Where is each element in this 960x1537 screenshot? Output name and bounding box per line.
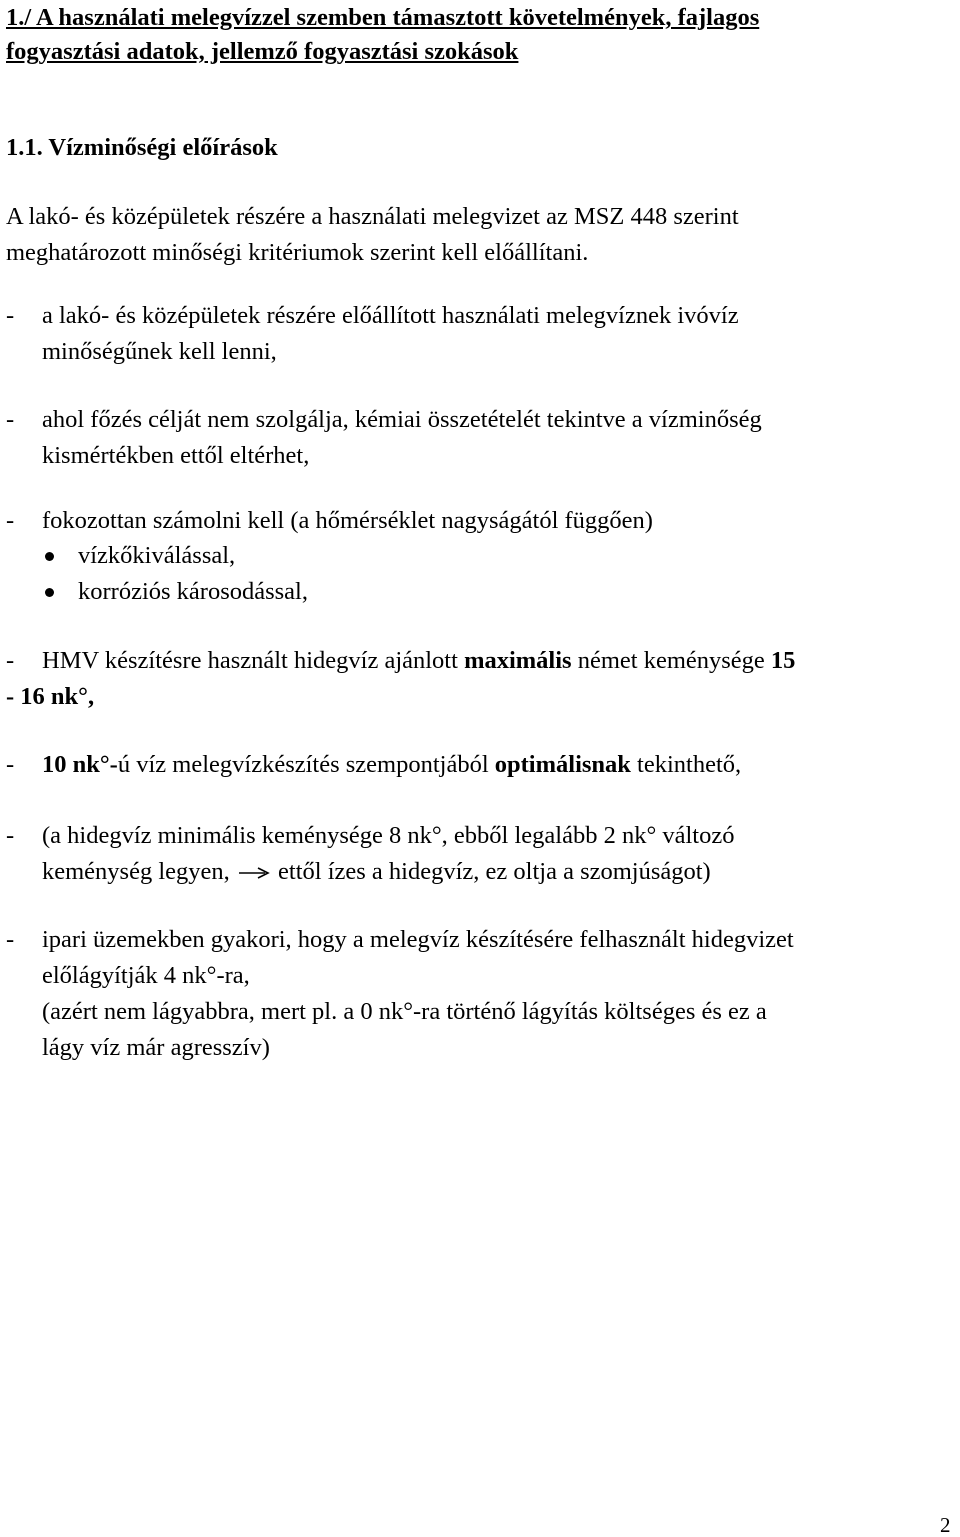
text-run: keménység legyen,: [42, 858, 236, 885]
item-line: ahol főzés célját nem szolgálja, kémiai összetételét tekintve a vízminőség: [42, 406, 762, 433]
intro-line-1: A lakó- és középületek részére a használati melegvizet az MSZ 448 szerint: [6, 203, 739, 230]
right-arrow-icon: [238, 867, 270, 879]
page-number: 2: [940, 1513, 951, 1537]
item-line: (a hidegvíz minimális keménysége 8 nk°, ebből legalább 2 nk° változó: [42, 822, 735, 849]
list-item-min-hardness: [6, 818, 956, 890]
item-line: előlágyítják 4 nk°-ra,: [42, 962, 250, 989]
document-title: [6, 1, 956, 69]
dash-marker: -: [6, 751, 15, 778]
item-line: a lakó- és középületek részére előállított használati melegvíznek ivóvíz: [42, 302, 739, 329]
dash-marker: -: [6, 507, 15, 534]
dash-marker: -: [6, 822, 15, 849]
emphasis-optimalisnak: optimálisnak: [494, 751, 631, 778]
item-line: fokozottan számolni kell (a hőmérséklet nagyságától függően): [42, 507, 653, 534]
intro-line-2: meghatározott minőségi kritériumok szerint kell előállítani.: [6, 239, 589, 266]
item-line: minőségűnek kell lenni,: [42, 338, 277, 365]
section-heading: 1.1. Vízminőségi előírások: [6, 134, 278, 161]
item-line: lágy víz már agresszív): [42, 1034, 270, 1061]
bullet-item-corrosion: [42, 574, 308, 610]
item-line: [42, 643, 956, 679]
bullet-text: korróziós károsodással,: [78, 578, 308, 605]
item-line: [42, 854, 956, 890]
item-line: kismértékben ettől eltérhet,: [42, 442, 310, 469]
dash-marker: -: [6, 406, 15, 433]
title-line-1: 1./ A használati melegvízzel szemben támasztott követelmények, fajlagos: [6, 4, 760, 31]
list-item-industrial-softening: [6, 922, 956, 1066]
section-intro: [6, 199, 936, 271]
dash-marker: -: [6, 302, 15, 329]
dash-marker: -: [6, 647, 15, 674]
text-run: HMV készítésre használt hidegvíz ajánlott: [42, 647, 465, 674]
list-item-chemical-deviation: [6, 402, 956, 474]
list-item-optimal-hardness: [6, 747, 956, 783]
title-line-2: fogyasztási adatok, jellemző fogyasztási szokások: [6, 38, 519, 65]
text-run: ettől ízes a hidegvíz, ez oltja a szomjúságot): [271, 858, 711, 885]
bullet-icon: [45, 552, 54, 561]
item-line: [42, 747, 956, 783]
item-line-bold: - 16 nk°,: [6, 683, 95, 710]
emphasis-15: 15: [770, 647, 796, 674]
item-line: (azért nem lágyabbra, mert pl. a 0 nk°-ra történő lágyítás költséges és ez a: [42, 998, 767, 1025]
list-item-temperature-effects: [6, 503, 956, 539]
list-item-drinking-quality: [6, 298, 956, 370]
text-run: tekinthető,: [630, 751, 742, 778]
bullet-icon: [45, 588, 54, 597]
emphasis-10nk: 10 nk°-: [42, 751, 118, 778]
text-run: ú víz melegvízkészítés szempontjából: [117, 751, 495, 778]
dash-marker: -: [6, 926, 15, 953]
bullet-item-scale: [42, 538, 235, 574]
text-run: német keménysége: [571, 647, 771, 674]
emphasis-maximalis: maximális: [464, 647, 572, 674]
item-line: ipari üzemekben gyakori, hogy a melegvíz készítésére felhasznált hidegvizet: [42, 926, 794, 953]
bullet-text: vízkőkiválással,: [78, 542, 236, 569]
list-item-max-hardness: [6, 643, 956, 715]
